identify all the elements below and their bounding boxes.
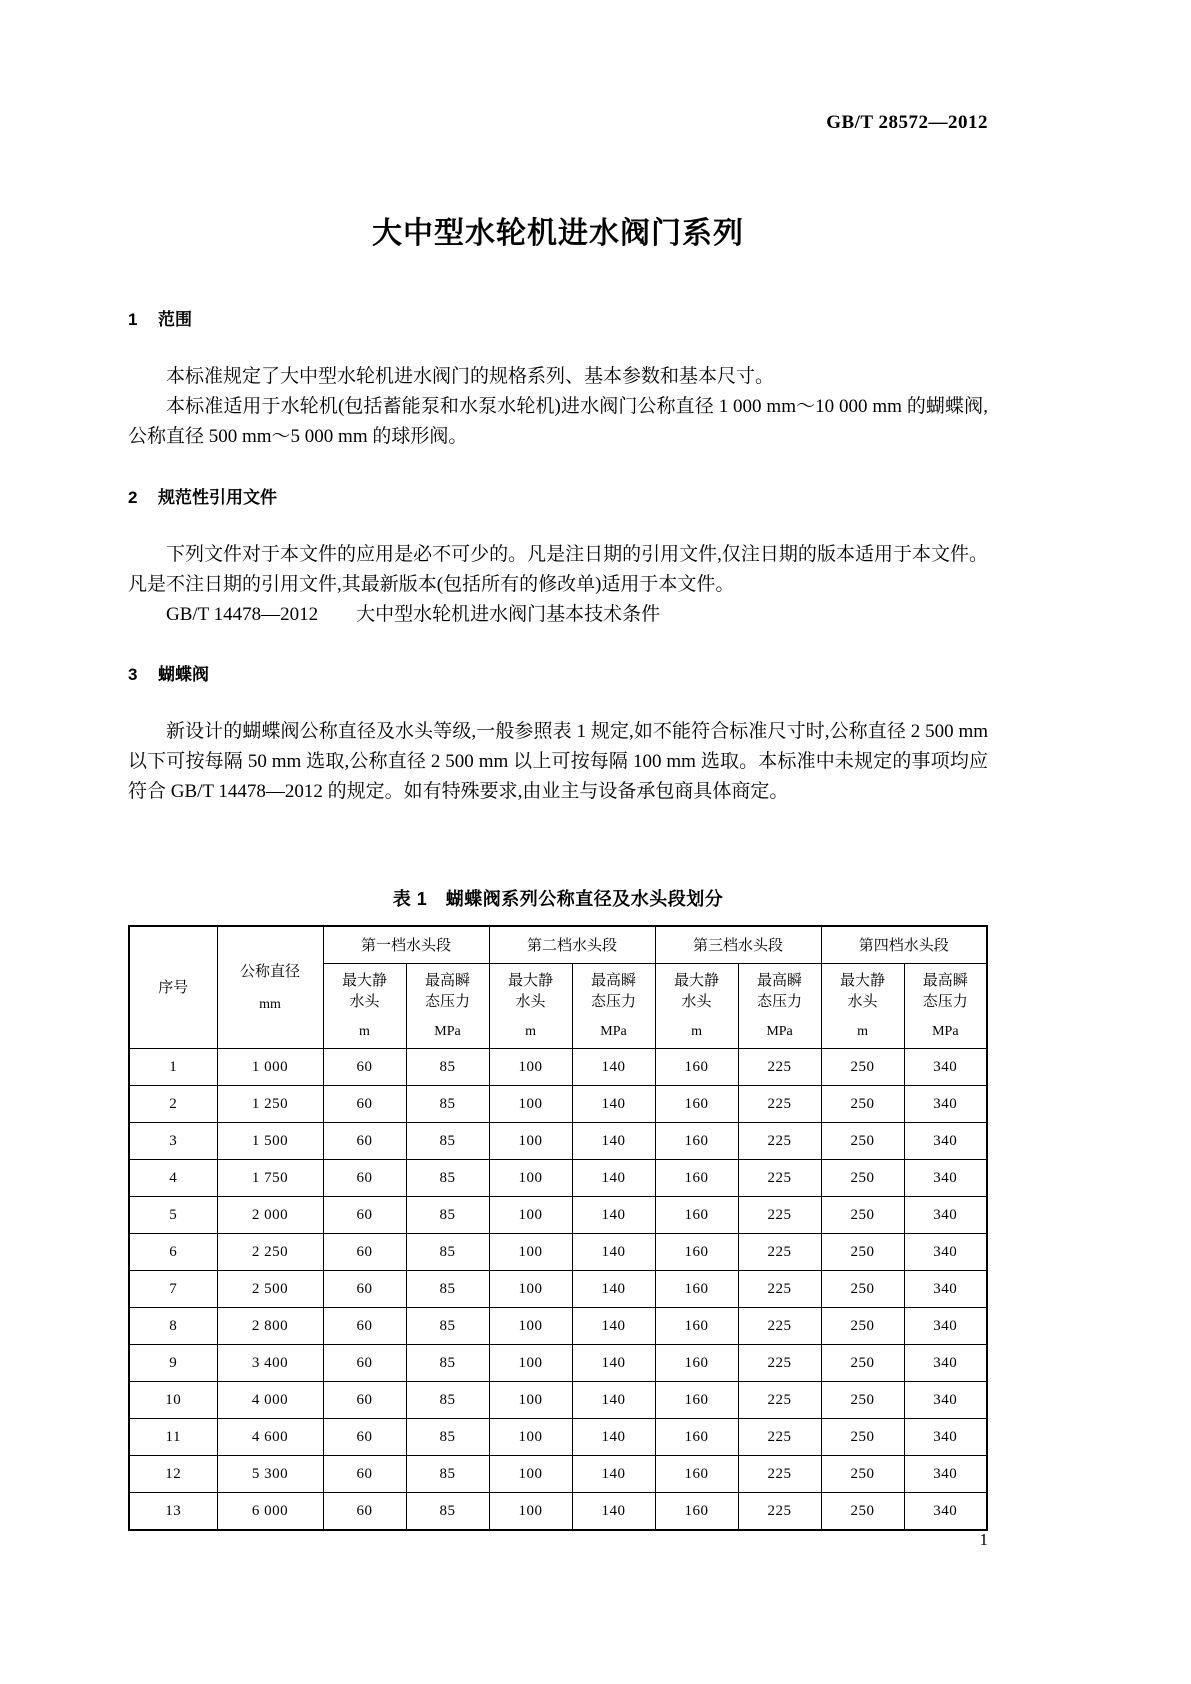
cell-band2-peak: 140 — [572, 1308, 655, 1345]
cell-nominal-diameter: 2 000 — [217, 1197, 323, 1234]
sub-header-line-2: 态压力 — [922, 993, 968, 1010]
cell-sequence: 9 — [129, 1345, 217, 1382]
cell-band2-peak: 140 — [572, 1234, 655, 1271]
cell-band4-static: 250 — [821, 1197, 904, 1234]
cell-band1-static: 60 — [323, 1382, 406, 1419]
cell-band1-static: 60 — [323, 1049, 406, 1086]
cell-band3-static: 160 — [655, 1086, 738, 1123]
cell-band3-static: 160 — [655, 1493, 738, 1531]
cell-band4-peak: 340 — [904, 1345, 987, 1382]
cell-sequence: 7 — [129, 1271, 217, 1308]
cell-band1-static: 60 — [323, 1456, 406, 1493]
cell-band3-static: 160 — [655, 1123, 738, 1160]
cell-band2-static: 100 — [489, 1345, 572, 1382]
column-header-sequence: 序号 — [129, 926, 217, 1049]
cell-band4-peak: 340 — [904, 1493, 987, 1531]
cell-band2-peak: 140 — [572, 1049, 655, 1086]
cell-band1-peak: 85 — [406, 1382, 489, 1419]
cell-band4-static: 250 — [821, 1271, 904, 1308]
cell-sequence: 2 — [129, 1086, 217, 1123]
cell-band3-peak: 225 — [738, 1086, 821, 1123]
sub-header-line-2: 态压力 — [757, 993, 803, 1010]
cell-band4-static: 250 — [821, 1049, 904, 1086]
cell-band2-peak: 140 — [572, 1345, 655, 1382]
cell-band2-peak: 140 — [572, 1160, 655, 1197]
section-2 — [128, 483, 988, 630]
cell-band4-peak: 340 — [904, 1197, 987, 1234]
cell-band4-peak: 340 — [904, 1456, 987, 1493]
sub-header-line-1: 最高瞬 — [922, 972, 968, 989]
cell-band3-static: 160 — [655, 1049, 738, 1086]
cell-band1-peak: 85 — [406, 1345, 489, 1382]
sub-header-line-2: 水头 — [349, 993, 380, 1010]
cell-band4-peak: 340 — [904, 1308, 987, 1345]
sub-header-line-2: 水头 — [847, 993, 878, 1010]
section-2-heading — [128, 483, 988, 508]
cell-nominal-diameter: 6 000 — [217, 1493, 323, 1531]
cell-band1-static: 60 — [323, 1345, 406, 1382]
band-header-3: 第三档水头段 — [655, 926, 821, 964]
cell-band2-static: 100 — [489, 1456, 572, 1493]
normative-reference-gbt14478: GB/T 14478—2012 大中型水轮机进水阀门基本技术条件 — [166, 604, 661, 625]
table-row — [129, 1160, 987, 1197]
cell-band4-peak: 340 — [904, 1160, 987, 1197]
sub-header-unit: MPa — [932, 1024, 959, 1039]
section-3-title: 蝴蝶阀 — [158, 665, 209, 684]
cell-band2-static: 100 — [489, 1123, 572, 1160]
sub-header-unit: MPa — [766, 1024, 793, 1039]
section-2-title: 规范性引用文件 — [158, 488, 277, 507]
band-header-2: 第二档水头段 — [489, 926, 655, 964]
cell-nominal-diameter: 4 000 — [217, 1382, 323, 1419]
cell-nominal-diameter: 2 250 — [217, 1234, 323, 1271]
cell-band2-static: 100 — [489, 1234, 572, 1271]
cell-sequence: 12 — [129, 1456, 217, 1493]
sub-header-unit: m — [691, 1024, 702, 1039]
cell-band1-static: 60 — [323, 1419, 406, 1456]
table-1-body — [129, 1049, 987, 1531]
cell-sequence: 3 — [129, 1123, 217, 1160]
cell-band3-static: 160 — [655, 1419, 738, 1456]
cell-band3-peak: 225 — [738, 1271, 821, 1308]
cell-band3-static: 160 — [655, 1456, 738, 1493]
sub-header-band1-peak-pressure — [406, 964, 489, 1049]
cell-band3-peak: 225 — [738, 1049, 821, 1086]
cell-band1-peak: 85 — [406, 1049, 489, 1086]
cell-band1-peak: 85 — [406, 1160, 489, 1197]
cell-sequence: 4 — [129, 1160, 217, 1197]
cell-band1-static: 60 — [323, 1271, 406, 1308]
section-3 — [128, 660, 988, 807]
table-row — [129, 1345, 987, 1382]
cell-band3-peak: 225 — [738, 1419, 821, 1456]
cell-band2-peak: 140 — [572, 1271, 655, 1308]
cell-nominal-diameter: 4 600 — [217, 1419, 323, 1456]
sub-header-band4-static-head — [821, 964, 904, 1049]
sub-header-line-1: 最高瞬 — [425, 972, 471, 989]
cell-band2-static: 100 — [489, 1160, 572, 1197]
cell-band2-static: 100 — [489, 1197, 572, 1234]
cell-sequence: 1 — [129, 1049, 217, 1086]
sub-header-band1-static-head — [323, 964, 406, 1049]
sub-header-unit: m — [359, 1024, 370, 1039]
sub-header-unit: m — [525, 1024, 536, 1039]
cell-band4-static: 250 — [821, 1345, 904, 1382]
cell-band3-peak: 225 — [738, 1456, 821, 1493]
cell-band4-peak: 340 — [904, 1086, 987, 1123]
cell-band4-static: 250 — [821, 1086, 904, 1123]
table-row — [129, 1234, 987, 1271]
sub-header-unit: MPa — [600, 1024, 627, 1039]
cell-band3-peak: 225 — [738, 1493, 821, 1531]
cell-nominal-diameter: 1 500 — [217, 1123, 323, 1160]
cell-band3-static: 160 — [655, 1308, 738, 1345]
cell-band4-static: 250 — [821, 1493, 904, 1531]
cell-band4-static: 250 — [821, 1308, 904, 1345]
cell-band3-static: 160 — [655, 1234, 738, 1271]
cell-band3-static: 160 — [655, 1271, 738, 1308]
sub-header-line-2: 态压力 — [591, 993, 637, 1010]
table-row — [129, 1123, 987, 1160]
cell-band1-static: 60 — [323, 1086, 406, 1123]
cell-band1-static: 60 — [323, 1308, 406, 1345]
cell-band2-static: 100 — [489, 1086, 572, 1123]
sub-header-band4-peak-pressure — [904, 964, 987, 1049]
section-3-heading — [128, 660, 988, 685]
cell-nominal-diameter: 1 750 — [217, 1160, 323, 1197]
table-1-head — [129, 926, 987, 1049]
page-title: 大中型水轮机进水阀门系列 — [372, 217, 744, 250]
cell-band4-static: 250 — [821, 1234, 904, 1271]
section-1-number: 1 — [128, 310, 138, 329]
table-row — [129, 1271, 987, 1308]
cell-sequence: 5 — [129, 1197, 217, 1234]
section-2-number: 2 — [128, 488, 138, 507]
cell-band2-peak: 140 — [572, 1419, 655, 1456]
section-3-paragraph-1: 新设计的蝴蝶阀公称直径及水头等级,一般参照表 1 规定,如不能符合标准尺寸时,公称直径 2 500 mm以下可按每隔 50 mm 选取,公称直径 2 500 mm 以上可按每隔 100 mm 选取。本标准中未规定的事项均应符合 GB/T 14478—2012 的规定。如有特殊要求,由业主与设备承包商具体商定。 — [128, 721, 988, 802]
sub-header-line-2: 水头 — [515, 993, 546, 1010]
cell-band1-static: 60 — [323, 1493, 406, 1531]
cell-band2-peak: 140 — [572, 1197, 655, 1234]
cell-band1-static: 60 — [323, 1160, 406, 1197]
sub-header-band2-peak-pressure — [572, 964, 655, 1049]
cell-sequence: 13 — [129, 1493, 217, 1531]
cell-band3-peak: 225 — [738, 1234, 821, 1271]
cell-band1-peak: 85 — [406, 1308, 489, 1345]
cell-nominal-diameter: 1 000 — [217, 1049, 323, 1086]
cell-band1-peak: 85 — [406, 1086, 489, 1123]
cell-band2-static: 100 — [489, 1382, 572, 1419]
cell-band4-peak: 340 — [904, 1419, 987, 1456]
cell-band2-peak: 140 — [572, 1493, 655, 1531]
cell-sequence: 8 — [129, 1308, 217, 1345]
cell-band3-static: 160 — [655, 1160, 738, 1197]
cell-nominal-diameter: 2 500 — [217, 1271, 323, 1308]
sub-header-line-1: 最大静 — [341, 972, 387, 989]
page-footer — [128, 1520, 988, 1550]
cell-band3-peak: 225 — [738, 1197, 821, 1234]
sub-header-band3-peak-pressure — [738, 964, 821, 1049]
table-row — [129, 1049, 987, 1086]
cell-band3-static: 160 — [655, 1345, 738, 1382]
sub-header-line-1: 最高瞬 — [591, 972, 637, 989]
column-header-nominal-diameter — [217, 926, 323, 1049]
section-1-heading — [128, 305, 988, 330]
page-number: 1 — [979, 1530, 988, 1549]
sub-header-unit: MPa — [434, 1024, 461, 1039]
table-1-wrap — [128, 925, 988, 1531]
table-row — [129, 1308, 987, 1345]
cell-band2-peak: 140 — [572, 1382, 655, 1419]
cell-band1-peak: 85 — [406, 1197, 489, 1234]
section-1-paragraph-1: 本标准规定了大中型水轮机进水阀门的规格系列、基本参数和基本尺寸。 — [166, 366, 775, 387]
table-head-row-bands — [129, 926, 987, 964]
cell-band1-static: 60 — [323, 1123, 406, 1160]
table-row — [129, 1419, 987, 1456]
cell-band2-static: 100 — [489, 1271, 572, 1308]
cell-band1-peak: 85 — [406, 1419, 489, 1456]
table-1 — [128, 925, 988, 1531]
nominal-diameter-label: 公称直径 — [239, 962, 300, 980]
cell-band3-peak: 225 — [738, 1308, 821, 1345]
cell-band4-static: 250 — [821, 1456, 904, 1493]
table-row — [129, 1086, 987, 1123]
sub-header-band3-static-head — [655, 964, 738, 1049]
table-row — [129, 1382, 987, 1419]
sub-header-line-2: 态压力 — [425, 993, 471, 1010]
cell-band4-static: 250 — [821, 1382, 904, 1419]
section-3-number: 3 — [128, 665, 138, 684]
cell-band1-peak: 85 — [406, 1493, 489, 1531]
cell-nominal-diameter: 5 300 — [217, 1456, 323, 1493]
band-header-4: 第四档水头段 — [821, 926, 987, 964]
section-2-paragraph-1: 下列文件对于本文件的应用是必不可少的。凡是注日期的引用文件,仅注日期的版本适用于本文件。凡是不注日期的引用文件,其最新版本(包括所有的修改单)适用于本文件。 — [128, 544, 988, 595]
table-row — [129, 1456, 987, 1493]
cell-sequence: 10 — [129, 1382, 217, 1419]
cell-band1-peak: 85 — [406, 1123, 489, 1160]
cell-band2-static: 100 — [489, 1493, 572, 1531]
cell-band4-static: 250 — [821, 1160, 904, 1197]
cell-sequence: 6 — [129, 1234, 217, 1271]
cell-band1-static: 60 — [323, 1234, 406, 1271]
sub-header-band2-static-head — [489, 964, 572, 1049]
cell-band2-static: 100 — [489, 1419, 572, 1456]
band-header-1: 第一档水头段 — [323, 926, 489, 964]
cell-band2-peak: 140 — [572, 1123, 655, 1160]
section-1-paragraph-2: 本标准适用于水轮机(包括蓄能泵和水泵水轮机)进水阀门公称直径 1 000 mm～10 000 mm 的蝴蝶阀,公称直径 500 mm～5 000 mm 的球形阀。 — [128, 396, 988, 447]
cell-band2-static: 100 — [489, 1049, 572, 1086]
cell-band4-static: 250 — [821, 1123, 904, 1160]
sub-header-line-1: 最大静 — [840, 972, 886, 989]
sub-header-line-2: 水头 — [681, 993, 712, 1010]
running-header-standard-number: GB/T 28572—2012 — [826, 112, 988, 133]
table-caption-wrap — [128, 885, 988, 911]
cell-band2-peak: 140 — [572, 1086, 655, 1123]
cell-band4-peak: 340 — [904, 1123, 987, 1160]
cell-sequence: 11 — [129, 1419, 217, 1456]
cell-band3-peak: 225 — [738, 1382, 821, 1419]
cell-band4-static: 250 — [821, 1419, 904, 1456]
cell-nominal-diameter: 3 400 — [217, 1345, 323, 1382]
nominal-diameter-unit: mm — [259, 996, 281, 1012]
cell-band1-peak: 85 — [406, 1234, 489, 1271]
sub-header-line-1: 最大静 — [508, 972, 554, 989]
cell-band2-peak: 140 — [572, 1456, 655, 1493]
table-1-caption: 表 1 蝴蝶阀系列公称直径及水头段划分 — [392, 889, 724, 909]
cell-band4-peak: 340 — [904, 1234, 987, 1271]
cell-band3-peak: 225 — [738, 1123, 821, 1160]
section-1-title: 范围 — [158, 310, 192, 329]
table-row — [129, 1197, 987, 1234]
cell-band4-peak: 340 — [904, 1382, 987, 1419]
cell-band4-peak: 340 — [904, 1049, 987, 1086]
sub-header-line-1: 最大静 — [674, 972, 720, 989]
cell-band2-static: 100 — [489, 1308, 572, 1345]
section-1 — [128, 305, 988, 452]
cell-nominal-diameter: 1 250 — [217, 1086, 323, 1123]
cell-band3-static: 160 — [655, 1197, 738, 1234]
sub-header-line-1: 最高瞬 — [757, 972, 803, 989]
cell-band3-peak: 225 — [738, 1345, 821, 1382]
cell-band1-static: 60 — [323, 1197, 406, 1234]
sub-header-unit: m — [857, 1024, 868, 1039]
cell-band1-peak: 85 — [406, 1456, 489, 1493]
cell-band3-static: 160 — [655, 1382, 738, 1419]
cell-band3-peak: 225 — [738, 1160, 821, 1197]
cell-nominal-diameter: 2 800 — [217, 1308, 323, 1345]
cell-band1-peak: 85 — [406, 1271, 489, 1308]
cell-band4-peak: 340 — [904, 1271, 987, 1308]
